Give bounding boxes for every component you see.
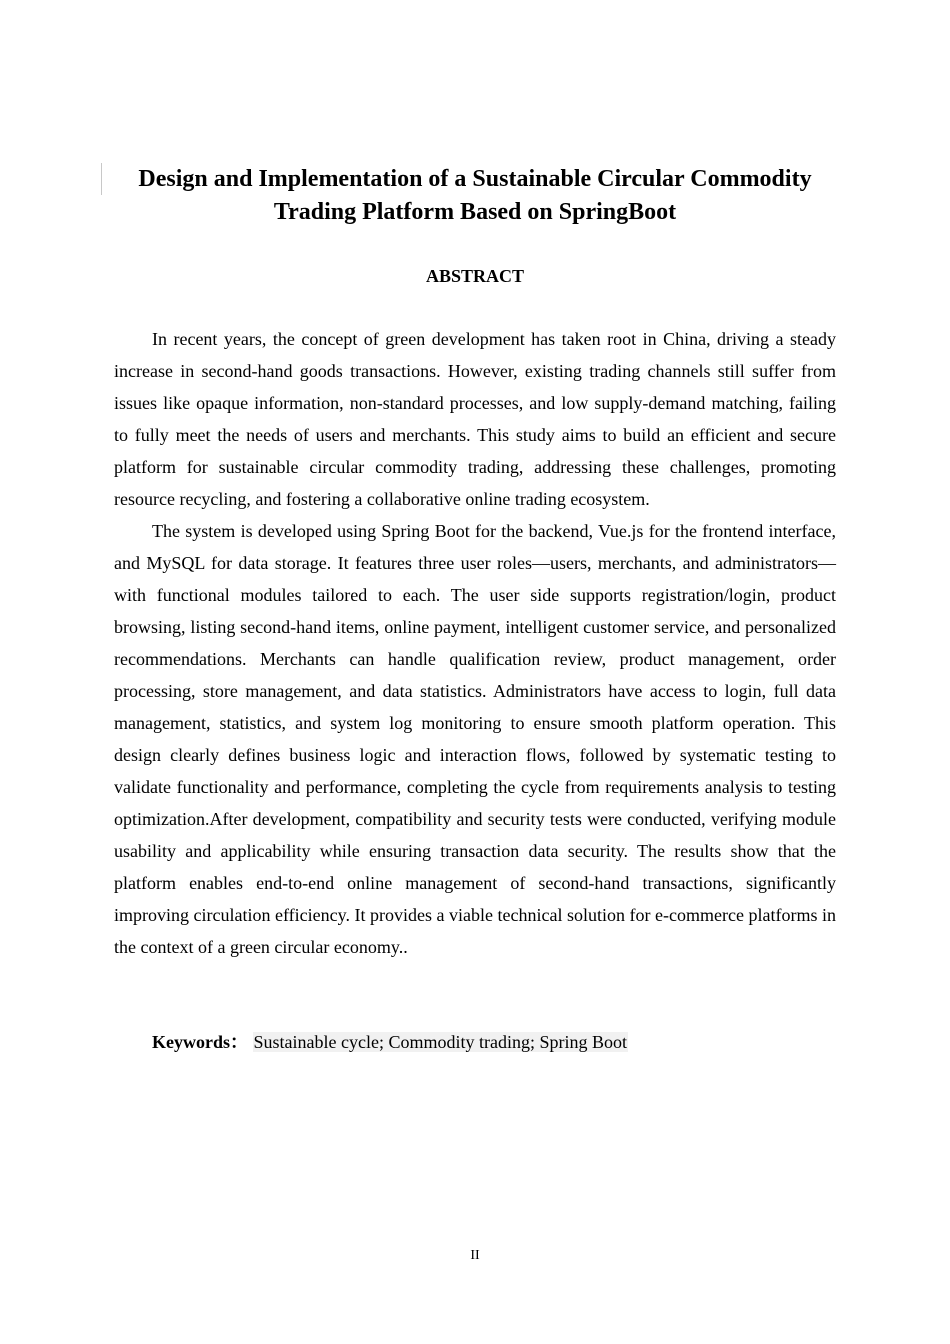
document-title: Design and Implementation of a Sustainable Circular Commodity Trading Platform Based on SpringBoot <box>138 166 812 225</box>
abstract-paragraph-1: In recent years, the concept of green development has taken root in China, driving a steady increase in second-hand goods transactions. However, existing trading channels still suffer from issues like opaque information, non-standard processes, and low supply-demand matching, failing to fully meet the needs of users and merchants. This study aims to build an efficient and secure platform for sustainable circular commodity trading, addressing these challenges, promoting resource recycling, and fostering a collaborative online trading ecosystem. <box>114 329 836 509</box>
page-number: II <box>470 1248 480 1263</box>
keywords-label: Keywords： <box>152 1032 248 1052</box>
keywords-value: Sustainable cycle; Commodity trading; Spring Boot <box>253 1032 627 1052</box>
abstract-body <box>114 323 836 963</box>
keywords-line <box>152 1026 628 1058</box>
abstract-paragraph-2: The system is developed using Spring Boot for the backend, Vue.js for the frontend interface, and MySQL for data storage. It features three user roles—users, merchants, and administrators—with functional modules tailored to each. The user side supports registration/login, product browsing, listing second-hand items, online payment, intelligent customer service, and personalized recommendations. Merchants can handle qualification review, product management, order processing, store management, and data statistics. Administrators have access to login, full data management, statistics, and system log monitoring to ensure smooth platform operation. This design clearly defines business logic and interaction flows, followed by systematic testing to validate functionality and performance, completing the cycle from requirements analysis to testing optimization.After development, compatibility and security tests were conducted, verifying module usability and applicability while ensuring transaction data security. The results show that the platform enables end-to-end online management of second-hand transactions, significantly improving circulation efficiency. It provides a viable technical solution for e-commerce platforms in the context of a green circular economy.. <box>114 521 836 957</box>
text-cursor-marker <box>101 163 102 195</box>
abstract-heading: ABSTRACT <box>425 266 525 286</box>
